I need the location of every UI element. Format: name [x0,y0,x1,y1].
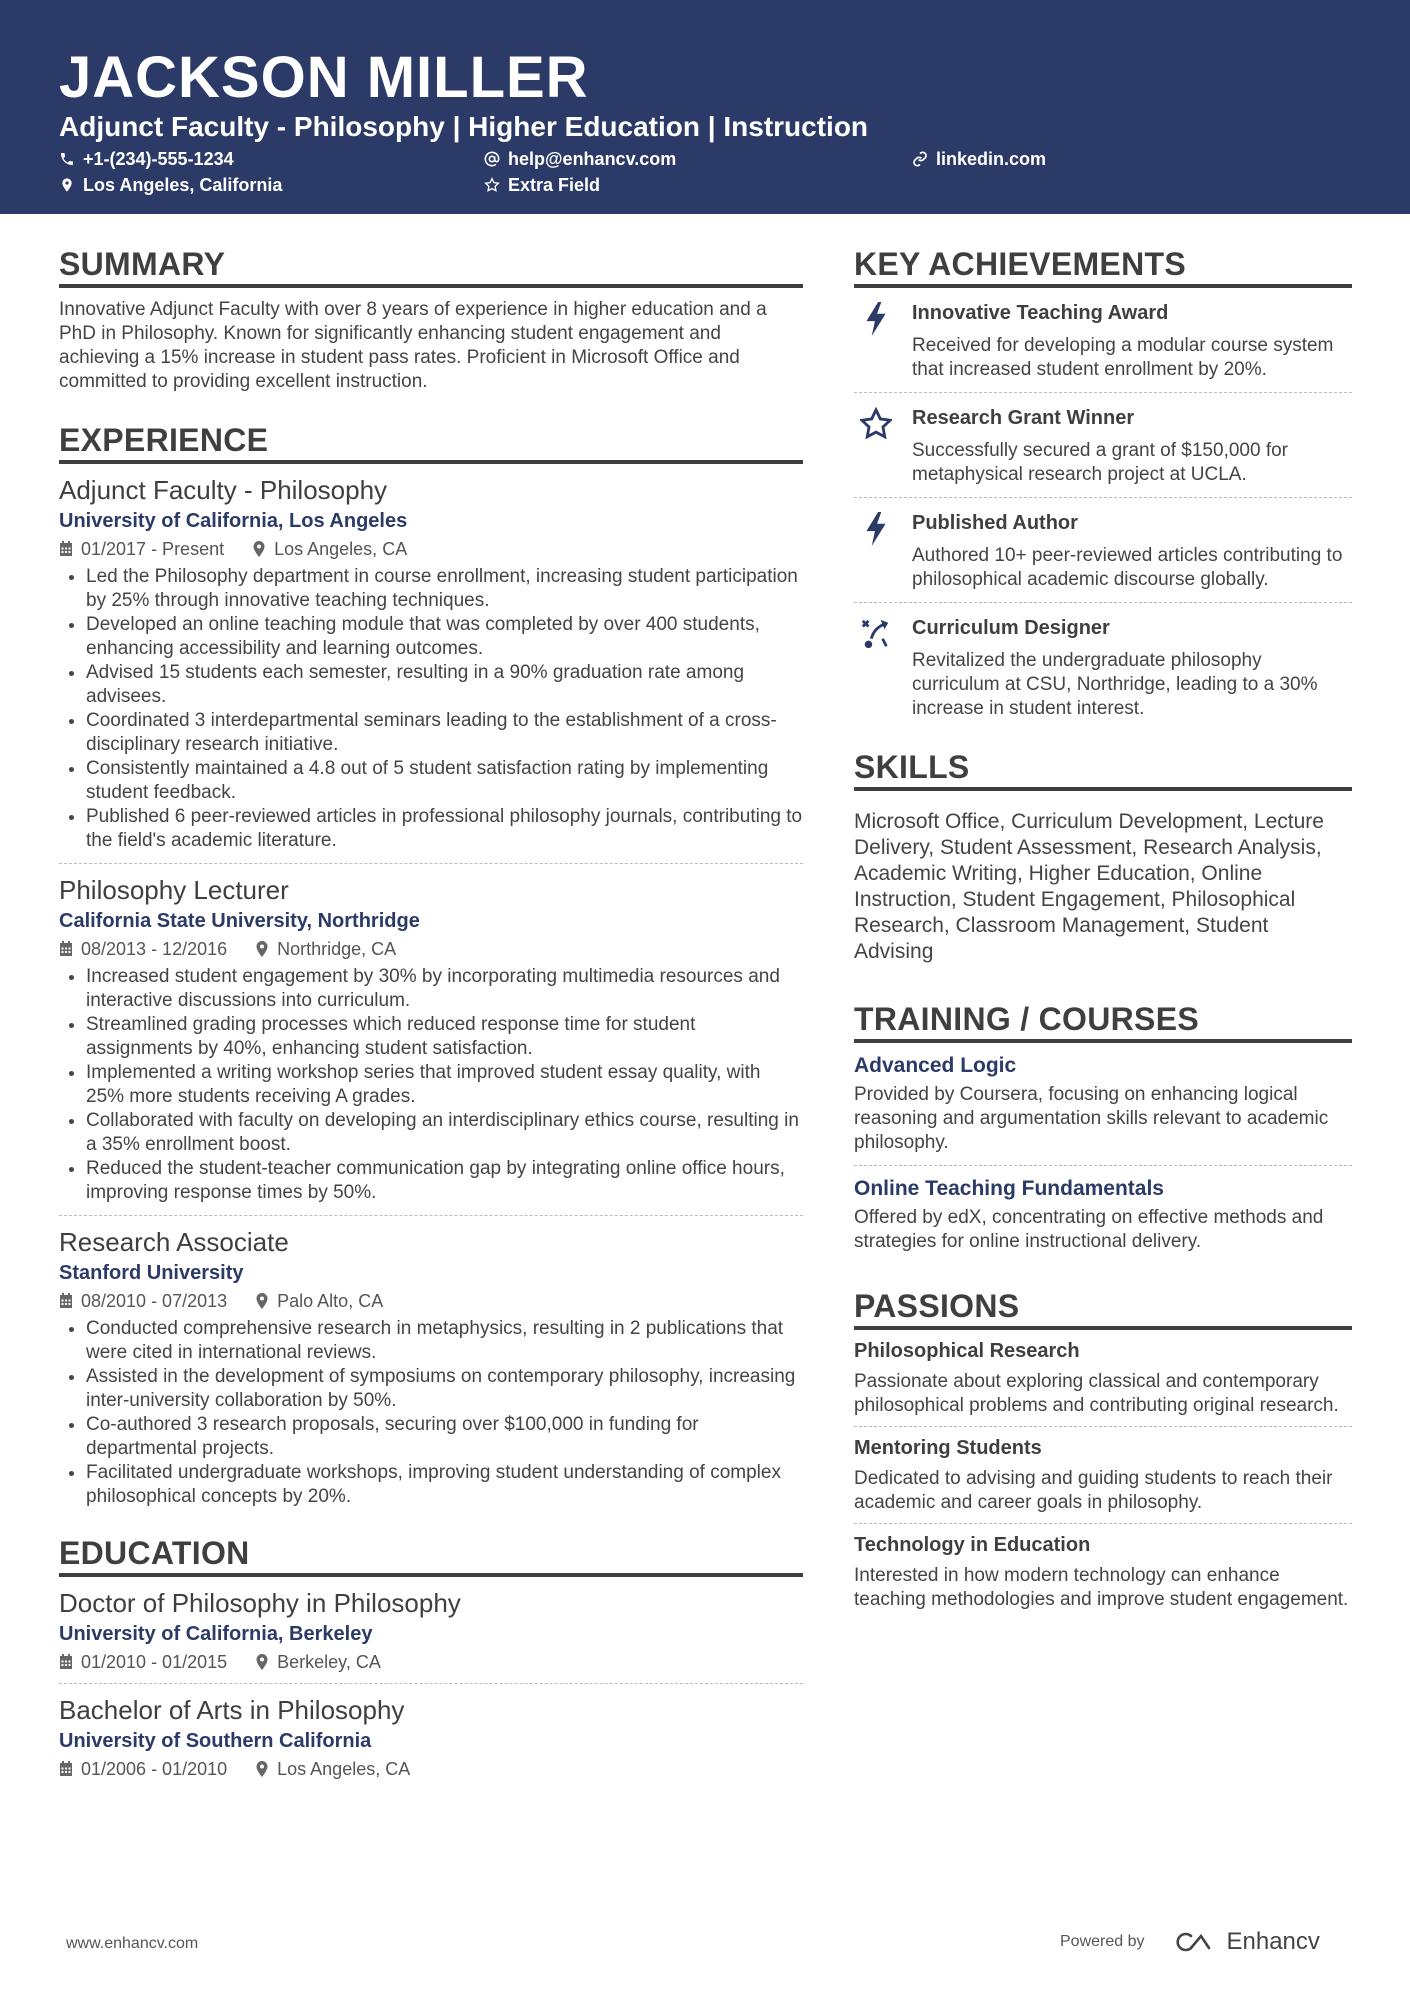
footer-website[interactable]: www.enhancv.com [66,1935,199,1952]
training-heading: TRAINING / COURSES [854,1001,1352,1043]
star-outline-icon [484,177,500,193]
achievement-body [912,615,1352,721]
calendar-icon [59,1293,73,1309]
achievement-item [854,288,1352,393]
location-text: Los Angeles, CA [274,539,408,559]
contact-extra [484,174,600,196]
bullet-item: • Co-authored 3 research proposals, securing over $100,000 in funding for departmental projects. [86,1413,803,1461]
bullet-item: • Reduced the student-teacher communication gap by integrating online office hours, improving response times by 50%. [86,1157,803,1205]
education-list [59,1587,803,1780]
education-heading: EDUCATION [59,1535,803,1577]
achievement-body [912,405,1352,487]
passion-title: Philosophical Research [854,1340,1080,1362]
location [255,938,396,960]
location-text: Los Angeles, CA [277,1759,411,1779]
date-text: 01/2010 - 01/2015 [81,1652,228,1672]
achievement-desc: Received for developing a modular course system that increased student enrollment by 20%. [912,335,1334,380]
achievement-desc: Successfully secured a grant of $150,000 for metaphysical research project at UCLA. [912,440,1289,485]
passion-desc: Dedicated to advising and guiding students to reach their academic and career goals in philosophy. [854,1468,1333,1513]
bullet-item: • Facilitated undergraduate workshops, improving student understanding of complex philosophical concepts by 20%. [86,1461,803,1509]
achievements-heading: KEY ACHIEVEMENTS [854,246,1352,288]
education-item [59,1683,803,1780]
bullet-item: • Consistently maintained a 4.8 out of 5 student satisfaction rating by implementing student feedback. [86,757,803,805]
experience-item [59,474,803,853]
resume-header [0,0,1410,214]
bullet-list [59,1317,803,1509]
bullet-list [59,565,803,853]
calendar-icon [59,541,73,557]
brand-name: Enhancv [1226,1928,1320,1955]
course-title: Online Teaching Fundamentals [854,1177,1164,1200]
passion-item [854,1330,1352,1427]
date-text: 08/2010 - 07/2013 [81,1291,228,1311]
achievement-body [912,300,1352,382]
date-text: 01/2017 - Present [81,539,225,559]
location [255,1651,381,1673]
contact-email[interactable] [484,148,676,170]
phone-icon [59,151,75,167]
left-column [59,246,803,1780]
contact-linkedin[interactable] [912,148,1046,170]
bullet-item: • Developed an online teaching module that was completed by over 400 students, enhancing accessibility and learning outcomes. [86,613,803,661]
course-item [854,1166,1352,1264]
location-text: Palo Alto, CA [277,1291,384,1311]
company-name: University of California, Los Angeles [59,510,408,532]
calendar-icon [59,1761,73,1777]
linkedin-text: linkedin.com [936,149,1047,169]
course-item [854,1043,1352,1166]
location-pin-icon [255,1761,269,1777]
location-text: Los Angeles, California [83,175,283,195]
bullet-item: • Led the Philosophy department in course enrollment, increasing student participation by 25% through innovative teaching techniques. [86,565,803,613]
achievements-list [854,288,1352,731]
bullet-item: • Streamlined grading processes which reduced response time for student assignments by 40%, enhancing student satisfaction. [86,1013,803,1061]
job-title: Research Associate [59,1227,289,1257]
star-icon [854,405,912,487]
company-name: Stanford University [59,1262,244,1284]
bullet-list [59,965,803,1205]
achievement-desc: Revitalized the undergraduate philosophy curriculum at CSU, Northridge, leading to a 30% increase in student interest. [912,650,1318,719]
right-column [854,246,1352,1620]
bullet-item: • Advised 15 students each semester, resulting in a 90% graduation rate among advisees. [86,661,803,709]
date-range [59,1758,227,1780]
passion-item [854,1427,1352,1524]
achievement-body [912,510,1352,592]
achievement-item [854,603,1352,731]
brand-logo[interactable] [1171,1928,1320,1956]
location-text: Berkeley, CA [277,1652,381,1672]
location-pin-icon [252,541,266,557]
location [252,538,407,560]
passion-desc: Passionate about exploring classical and contemporary philosophical problems and contributing original research. [854,1371,1339,1416]
experience-item [59,1215,803,1509]
location [255,1290,383,1312]
bullet-item: • Implemented a writing workshop series that improved student essay quality, with 25% more students receiving A grades. [86,1061,803,1109]
job-title: Philosophy Lecturer [59,875,289,905]
date-range [59,1290,227,1312]
powered-by-text: Powered by [1060,1933,1145,1950]
achievement-desc: Authored 10+ peer-reviewed articles contributing to philosophical academic discourse globally. [912,545,1343,590]
email-text: help@enhancv.com [508,149,677,169]
location-pin-icon [255,941,269,957]
meta-row [59,1651,803,1673]
phone-text: +1-(234)-555-1234 [83,149,234,169]
training-list [854,1043,1352,1264]
summary-heading: SUMMARY [59,246,803,288]
date-range [59,538,224,560]
date-range [59,938,227,960]
location-pin-icon [255,1654,269,1670]
course-desc: Offered by edX, concentrating on effective methods and strategies for online instructional delivery. [854,1207,1324,1252]
achievement-item [854,498,1352,603]
date-text: 01/2006 - 01/2010 [81,1759,228,1779]
meta-row [59,1758,803,1780]
degree-title: Bachelor of Arts in Philosophy [59,1695,405,1725]
footer-branding [1060,1928,1320,1956]
bullet-item: • Increased student engagement by 30% by incorporating multimedia resources and interactive discussions into curriculum. [86,965,803,1013]
job-title: Adjunct Faculty - Philosophy [59,475,388,505]
passions-heading: PASSIONS [854,1288,1352,1330]
bullet-item: • Published 6 peer-reviewed articles in professional philosophy journals, contributing to the field's academic literature. [86,805,803,853]
school-name: University of California, Berkeley [59,1623,373,1645]
strategy-icon [854,615,912,721]
degree-title: Doctor of Philosophy in Philosophy [59,1588,461,1618]
experience-heading: EXPERIENCE [59,422,803,464]
lightning-icon [854,510,912,592]
candidate-name: JACKSON MILLER [59,45,589,110]
enhancv-logo-icon [1171,1930,1217,1954]
calendar-icon [59,1654,73,1670]
candidate-title: Adjunct Faculty - Philosophy | Higher Education | Instruction [59,111,869,142]
experience-list [59,474,803,1509]
skills-heading: SKILLS [854,749,1352,791]
link-icon [912,151,928,167]
at-icon [484,151,500,167]
bullet-item: • Coordinated 3 interdepartmental seminars leading to the establishment of a cross-disciplinary research initiative. [86,709,803,757]
meta-row [59,938,803,960]
contact-location [59,174,282,196]
calendar-icon [59,941,73,957]
location-text: Northridge, CA [277,939,397,959]
achievement-title: Curriculum Designer [912,617,1110,639]
location [255,1758,410,1780]
date-text: 08/2013 - 12/2016 [81,939,228,959]
date-range [59,1651,227,1673]
bullet-item: • Assisted in the development of symposiums on contemporary philosophy, increasing inter-university collaboration by 50%. [86,1365,803,1413]
extra-text: Extra Field [508,175,601,195]
passion-item [854,1524,1352,1620]
location-pin-icon [255,1293,269,1309]
course-desc: Provided by Coursera, focusing on enhancing logical reasoning and argumentation skills relevant to academic philosophy. [854,1084,1329,1153]
school-name: University of Southern California [59,1730,372,1752]
passion-title: Technology in Education [854,1534,1091,1556]
achievement-title: Innovative Teaching Award [912,302,1169,324]
education-item [59,1587,803,1673]
company-name: California State University, Northridge [59,910,420,932]
passions-list [854,1330,1352,1620]
bullet-item: • Conducted comprehensive research in metaphysics, resulting in 2 publications that were cited in international reviews. [86,1317,803,1365]
course-title: Advanced Logic [854,1054,1017,1077]
passion-desc: Interested in how modern technology can enhance teaching methodologies and improve student engagement. [854,1565,1349,1610]
passion-title: Mentoring Students [854,1437,1042,1459]
bullet-item: • Collaborated with faculty on developing an interdisciplinary ethics course, resulting in a 35% enrollment boost. [86,1109,803,1157]
contact-phone[interactable] [59,148,234,170]
skills-text: Microsoft Office, Curriculum Development, Lecture Delivery, Student Assessment, Research Analysis, Academic Writing, Higher Education, Online Instruction, Student Engagement, Philosophical Research, Classroom Management, Student Advising [854,810,1324,963]
meta-row [59,538,803,560]
achievement-title: Research Grant Winner [912,407,1135,429]
achievement-title: Published Author [912,512,1078,534]
experience-item [59,863,803,1205]
lightning-icon [854,300,912,382]
achievement-item [854,393,1352,498]
location-pin-icon [59,177,75,193]
summary-text: Innovative Adjunct Faculty with over 8 years of experience in higher education and a PhD in Philosophy. Known for significantly enhancing student engagement and achieving a 15% increase in student pass rates. Proficient in Microsoft Office and committed to providing excellent instruction. [59,299,767,392]
meta-row [59,1290,803,1312]
